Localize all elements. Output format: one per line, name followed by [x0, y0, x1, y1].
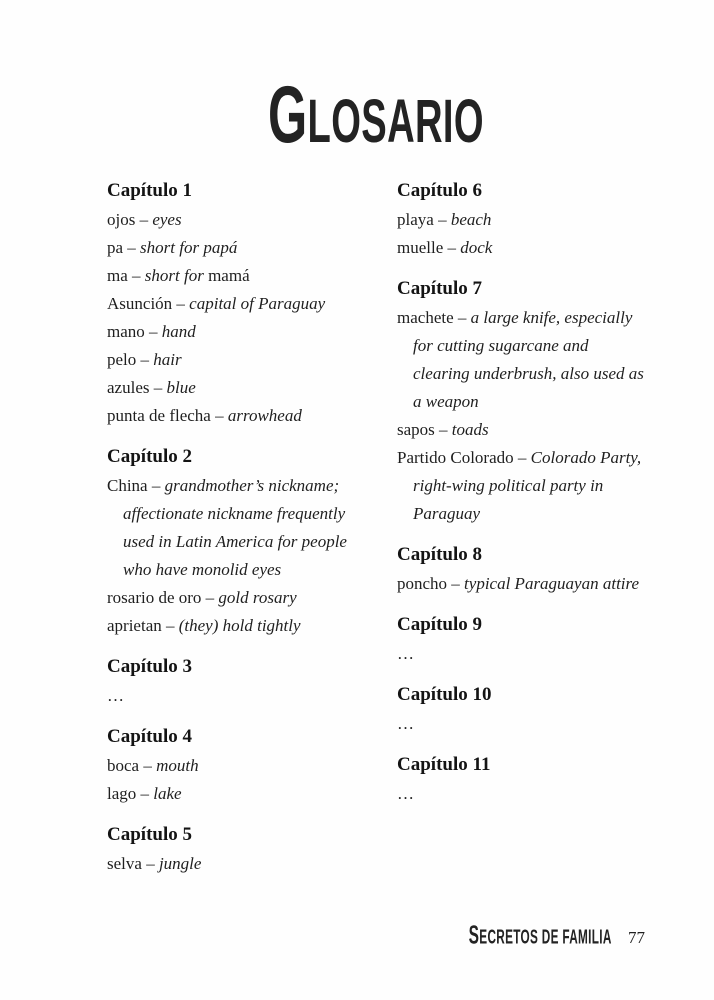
chapter-heading: Capítulo 11	[397, 754, 491, 775]
term-text: aprietan	[107, 616, 162, 635]
glossary-entry	[397, 206, 647, 234]
term-definition-separator: –	[434, 420, 452, 439]
page-title-row	[107, 69, 645, 160]
glossary-entry	[107, 850, 357, 878]
chapter-heading: Capítulo 6	[397, 180, 482, 201]
glossary-entry	[107, 290, 357, 318]
definition-segment: hair	[153, 350, 182, 369]
term-definition-separator: –	[147, 476, 165, 495]
definition-segment: typical Paraguayan attire	[464, 574, 640, 593]
definition-segment: (they) hold tightly	[178, 616, 301, 635]
definition-segment: mouth	[156, 756, 199, 775]
definition-segment: blue	[166, 378, 196, 397]
term-text: pa	[107, 238, 124, 257]
definition-segment: dock	[460, 238, 493, 257]
term-text: machete	[397, 308, 454, 327]
caps-initial: S	[469, 920, 480, 950]
chapter-heading: Capítulo 10	[397, 684, 492, 705]
definition-segment: jungle	[158, 854, 202, 873]
term-text: muelle	[397, 238, 444, 257]
page-title	[268, 69, 484, 160]
definition-segment: beach	[450, 210, 492, 229]
page-footer	[107, 920, 645, 950]
term-text: Partido Colorado	[397, 448, 514, 467]
term-definition-separator: –	[141, 854, 159, 873]
glossary-entry	[107, 584, 357, 612]
definition-segment: capital of Paraguay	[189, 294, 326, 313]
glossary-entry	[397, 570, 647, 598]
term-definition-separator: –	[443, 238, 461, 257]
chapter-heading: Capítulo 5	[107, 824, 192, 845]
glossary-entry	[107, 262, 357, 290]
glossary-entry	[107, 318, 357, 346]
term-text: boca	[107, 756, 140, 775]
term-definition-separator: –	[139, 756, 157, 775]
chapter-heading: Capítulo 3	[107, 656, 192, 677]
glossary-entry	[397, 444, 647, 528]
glossary-entry	[107, 402, 357, 430]
term-text: rosario de oro	[107, 588, 202, 607]
glossary-entry	[107, 472, 357, 584]
glossary-column-right	[397, 178, 647, 878]
term-text: sapos	[397, 420, 435, 439]
term-text: ma	[107, 266, 128, 285]
term-definition-separator: –	[149, 378, 167, 397]
definition-segment: mamá	[208, 266, 250, 285]
term-definition-separator: –	[453, 308, 471, 327]
term-definition-separator: –	[123, 238, 141, 257]
term-text: playa	[397, 210, 434, 229]
term-text: China	[107, 476, 148, 495]
chapter-heading: Capítulo 4	[107, 726, 192, 747]
term-definition-separator: –	[210, 406, 228, 425]
chapter-heading: Capítulo 8	[397, 544, 482, 565]
glossary-columns	[107, 178, 647, 878]
term-definition-separator: –	[136, 350, 154, 369]
glossary-entry	[107, 234, 357, 262]
page-number: 77	[628, 928, 645, 947]
term-definition-separator: –	[172, 294, 190, 313]
book-title	[469, 920, 612, 950]
definition-segment: short for papá	[140, 238, 238, 257]
chapter-heading: Capítulo 9	[397, 614, 482, 635]
term-text: Asunción	[107, 294, 173, 313]
term-definition-separator: –	[161, 616, 179, 635]
definition-segment: arrowhead	[227, 406, 302, 425]
glossary-entry	[107, 346, 357, 374]
term-definition-separator: –	[127, 266, 145, 285]
definition-segment: lake	[153, 784, 182, 803]
glossary-entry	[107, 612, 357, 640]
placeholder-ellipsis: …	[397, 714, 415, 733]
term-definition-separator: –	[144, 322, 162, 341]
caps-initial: G	[268, 69, 308, 160]
placeholder-ellipsis: …	[397, 784, 415, 803]
placeholder-ellipsis: …	[397, 644, 415, 663]
glossary-entry	[397, 304, 647, 416]
term-text: ojos	[107, 210, 136, 229]
caps-rest: ECRETOS DE FAMILIA	[479, 926, 612, 949]
term-definition-separator: –	[447, 574, 465, 593]
glossary-entry	[107, 752, 357, 780]
term-text: lago	[107, 784, 137, 803]
term-definition-separator: –	[136, 784, 154, 803]
glossary-entry	[397, 234, 647, 262]
chapter-heading: Capítulo 2	[107, 446, 192, 467]
glossary-column-left	[107, 178, 357, 878]
definition-segment: a large knife, especially for cutting sugarcane and clearing underbrush, also used as a weapon	[413, 308, 644, 411]
glossary-entry	[107, 206, 357, 234]
term-definition-separator: –	[201, 588, 219, 607]
definition-segment: gold rosary	[218, 588, 297, 607]
definition-segment: hand	[161, 322, 196, 341]
term-definition-separator: –	[433, 210, 451, 229]
chapter-heading: Capítulo 1	[107, 180, 192, 201]
term-text: punta de flecha	[107, 406, 211, 425]
term-text: azules	[107, 378, 150, 397]
term-definition-separator: –	[513, 448, 531, 467]
term-text: mano	[107, 322, 145, 341]
definition-segment: short for	[144, 266, 209, 285]
caps-rest: LOSARIO	[307, 87, 484, 156]
glossary-entry	[107, 780, 357, 808]
definition-segment: eyes	[152, 210, 182, 229]
term-text: pelo	[107, 350, 137, 369]
placeholder-ellipsis: …	[107, 686, 125, 705]
definition-segment: grandmother’s nickname; affectionate nickname frequently used in Latin America for people who have monolid eyes	[123, 476, 347, 579]
term-definition-separator: –	[135, 210, 153, 229]
chapter-heading: Capítulo 7	[397, 278, 482, 299]
term-text: poncho	[397, 574, 448, 593]
glossary-entry	[397, 416, 647, 444]
glossary-entry	[107, 374, 357, 402]
definition-segment: Colorado Party, right-wing political party in Paraguay	[413, 448, 642, 523]
definition-segment: toads	[451, 420, 489, 439]
term-text: selva	[107, 854, 142, 873]
